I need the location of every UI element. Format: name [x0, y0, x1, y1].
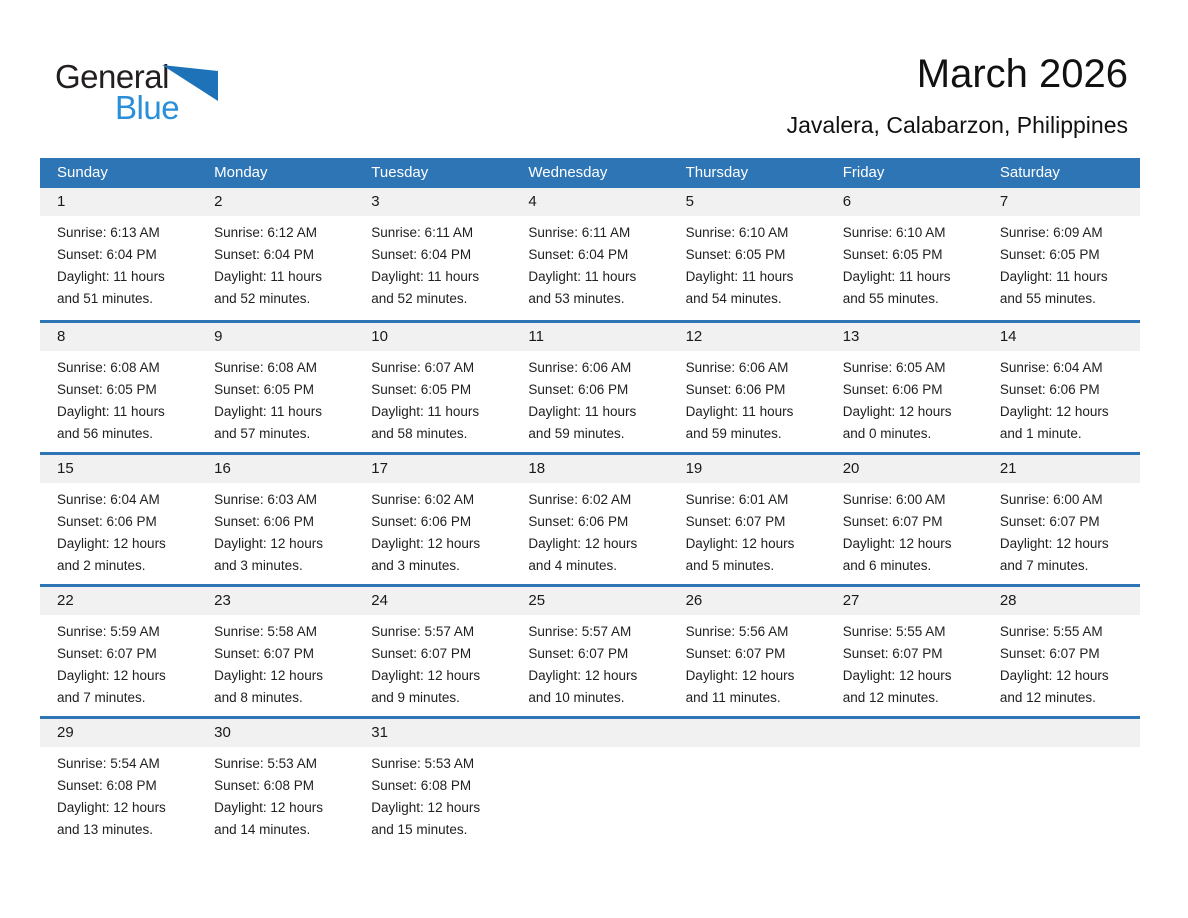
sunset-text: Sunset: 6:08 PM: [214, 778, 314, 793]
daylight-text-line2: and 57 minutes.: [214, 426, 311, 441]
sunrise-text: Sunrise: 6:10 AM: [842, 225, 946, 240]
daylight-text-line1: Daylight: 12 hours: [57, 536, 166, 551]
day-cell: [669, 188, 826, 320]
sunset-text: Sunset: 6:04 PM: [214, 247, 314, 262]
daylight-text-line1: Daylight: 12 hours: [999, 668, 1109, 683]
daylight-text-line1: Daylight: 11 hours: [842, 269, 951, 284]
day-number: 31: [354, 719, 511, 747]
daylight-text-line2: and 1 minute.: [999, 426, 1082, 441]
sunset-text: Sunset: 6:07 PM: [685, 646, 786, 661]
sunrise-text: Sunrise: 6:08 AM: [214, 360, 317, 375]
sunset-text: Sunset: 6:06 PM: [57, 514, 157, 529]
sunset-text: Sunset: 6:06 PM: [528, 514, 629, 529]
day-cell: [354, 188, 511, 320]
daylight-text-line2: and 53 minutes.: [528, 291, 625, 306]
day-info: [826, 216, 983, 310]
sunrise-text: Sunrise: 5:53 AM: [371, 756, 475, 771]
day-cell: [511, 455, 668, 584]
sunset-text: Sunset: 6:06 PM: [685, 382, 786, 397]
weekday-header-thursday: Thursday: [685, 164, 749, 181]
day-cell: [511, 323, 668, 452]
day-cell: [826, 455, 983, 584]
daylight-text-line1: Daylight: 12 hours: [999, 536, 1109, 551]
daylight-text-line2: and 55 minutes.: [842, 291, 939, 306]
daylight-text-line1: Daylight: 11 hours: [685, 404, 794, 419]
day-cell: [40, 455, 197, 584]
day-info: [983, 483, 1140, 577]
week-row: [40, 452, 1140, 584]
sunset-text: Sunset: 6:06 PM: [842, 382, 943, 397]
weekday-header-friday: Friday: [842, 164, 885, 181]
day-number: 16: [197, 455, 354, 483]
sunrise-text: Sunrise: 6:09 AM: [999, 225, 1103, 240]
sunset-text: Sunset: 6:07 PM: [57, 646, 157, 661]
day-number: 5: [669, 188, 826, 216]
day-cell: [40, 323, 197, 452]
day-info: [197, 216, 354, 310]
sunset-text: Sunset: 6:04 PM: [57, 247, 157, 262]
day-cell: [983, 455, 1140, 584]
sunset-text: Sunset: 6:06 PM: [999, 382, 1100, 397]
sunrise-text: Sunrise: 5:54 AM: [57, 756, 160, 771]
day-info: [354, 483, 511, 577]
general-blue-logo: [55, 58, 285, 138]
day-number: 28: [983, 587, 1140, 615]
day-number: 18: [511, 455, 668, 483]
sunrise-text: Sunrise: 6:00 AM: [842, 492, 946, 507]
day-number: [511, 719, 668, 747]
calendar-grid: [40, 158, 1140, 848]
daylight-text-line2: and 2 minutes.: [57, 558, 146, 573]
daylight-text-line1: Daylight: 11 hours: [371, 404, 480, 419]
sunset-text: Sunset: 6:05 PM: [57, 382, 157, 397]
sunrise-text: Sunrise: 6:04 AM: [57, 492, 160, 507]
daylight-text-line1: Daylight: 11 hours: [999, 269, 1108, 284]
sunset-text: Sunset: 6:06 PM: [214, 514, 314, 529]
daylight-text-line1: Daylight: 12 hours: [528, 536, 638, 551]
daylight-text-line1: Daylight: 12 hours: [685, 536, 795, 551]
day-info: [197, 747, 354, 841]
day-info: [983, 351, 1140, 445]
daylight-text-line2: and 54 minutes.: [685, 291, 782, 306]
sunrise-text: Sunrise: 5:59 AM: [57, 624, 160, 639]
sunset-text: Sunset: 6:07 PM: [842, 646, 943, 661]
daylight-text-line2: and 15 minutes.: [371, 822, 468, 837]
location-subtitle: Javalera, Calabarzon, Philippines: [786, 112, 1128, 138]
sunrise-text: Sunrise: 6:06 AM: [528, 360, 632, 375]
day-number: 7: [983, 188, 1140, 216]
day-cell-empty: [669, 719, 826, 848]
weekday-header-wednesday: Wednesday: [528, 164, 608, 181]
daylight-text-line1: Daylight: 12 hours: [842, 404, 952, 419]
sunset-text: Sunset: 6:07 PM: [999, 514, 1100, 529]
weekday-header-saturday: Saturday: [999, 164, 1060, 181]
day-info: [511, 615, 668, 709]
day-info: [669, 216, 826, 310]
week-row: [40, 716, 1140, 848]
daylight-text-line2: and 7 minutes.: [999, 558, 1089, 573]
day-number: 1: [40, 188, 197, 216]
daylight-text-line1: Daylight: 11 hours: [528, 269, 637, 284]
sunset-text: Sunset: 6:05 PM: [371, 382, 472, 397]
day-cell: [354, 719, 511, 848]
daylight-text-line1: Daylight: 12 hours: [371, 800, 481, 815]
daylight-text-line1: Daylight: 11 hours: [214, 269, 322, 284]
day-info: [511, 351, 668, 445]
day-cell: [511, 587, 668, 716]
day-number: 26: [669, 587, 826, 615]
day-cell: [197, 188, 354, 320]
day-cell: [197, 587, 354, 716]
sunset-text: Sunset: 6:04 PM: [371, 247, 472, 262]
day-number: 14: [983, 323, 1140, 351]
day-cell-empty: [511, 719, 668, 848]
daylight-text-line1: Daylight: 12 hours: [528, 668, 638, 683]
day-cell: [197, 323, 354, 452]
day-cell: [40, 188, 197, 320]
daylight-text-line1: Daylight: 11 hours: [685, 269, 794, 284]
daylight-text-line2: and 52 minutes.: [371, 291, 468, 306]
sunset-text: Sunset: 6:06 PM: [528, 382, 629, 397]
sunrise-text: Sunrise: 5:57 AM: [528, 624, 632, 639]
daylight-text-line2: and 55 minutes.: [999, 291, 1096, 306]
weekday-header-monday: Monday: [214, 164, 268, 181]
day-number: [669, 719, 826, 747]
day-info: [354, 216, 511, 310]
day-cell: [983, 587, 1140, 716]
day-info: [40, 216, 197, 310]
sunrise-text: Sunrise: 6:08 AM: [57, 360, 160, 375]
day-cell: [983, 188, 1140, 320]
day-cell: [354, 455, 511, 584]
sunset-text: Sunset: 6:07 PM: [999, 646, 1100, 661]
day-number: 19: [669, 455, 826, 483]
day-number: 15: [40, 455, 197, 483]
day-number: 24: [354, 587, 511, 615]
sunrise-text: Sunrise: 6:06 AM: [685, 360, 789, 375]
sunset-text: Sunset: 6:05 PM: [842, 247, 943, 262]
daylight-text-line2: and 8 minutes.: [214, 690, 303, 705]
daylight-text-line1: Daylight: 11 hours: [57, 404, 165, 419]
weekday-header-tuesday: Tuesday: [371, 164, 429, 181]
daylight-text-line1: Daylight: 11 hours: [57, 269, 165, 284]
day-info: [197, 351, 354, 445]
day-cell: [40, 587, 197, 716]
day-number: [826, 719, 983, 747]
day-number: 23: [197, 587, 354, 615]
daylight-text-line2: and 3 minutes.: [214, 558, 303, 573]
daylight-text-line2: and 12 minutes.: [842, 690, 939, 705]
daylight-text-line2: and 14 minutes.: [214, 822, 311, 837]
sunrise-text: Sunrise: 6:10 AM: [685, 225, 789, 240]
day-cell: [40, 719, 197, 848]
daylight-text-line1: Daylight: 12 hours: [842, 668, 952, 683]
day-cell: [354, 587, 511, 716]
sunrise-text: Sunrise: 6:01 AM: [685, 492, 789, 507]
sunset-text: Sunset: 6:05 PM: [214, 382, 314, 397]
sunset-text: Sunset: 6:08 PM: [57, 778, 157, 793]
day-cell: [826, 587, 983, 716]
daylight-text-line2: and 12 minutes.: [999, 690, 1096, 705]
sunrise-text: Sunrise: 6:02 AM: [371, 492, 475, 507]
day-number: 25: [511, 587, 668, 615]
daylight-text-line1: Daylight: 12 hours: [371, 668, 481, 683]
sunrise-text: Sunrise: 6:13 AM: [57, 225, 160, 240]
day-info: [826, 483, 983, 577]
sunset-text: Sunset: 6:08 PM: [371, 778, 472, 793]
day-number: 21: [983, 455, 1140, 483]
sunrise-text: Sunrise: 5:55 AM: [999, 624, 1103, 639]
day-cell-empty: [983, 719, 1140, 848]
daylight-text-line2: and 59 minutes.: [528, 426, 625, 441]
day-info: [197, 483, 354, 577]
day-info: [983, 615, 1140, 709]
daylight-text-line2: and 7 minutes.: [57, 690, 146, 705]
sunrise-text: Sunrise: 5:55 AM: [842, 624, 946, 639]
daylight-text-line1: Daylight: 12 hours: [214, 800, 323, 815]
daylight-text-line2: and 11 minutes.: [685, 690, 781, 705]
daylight-text-line2: and 3 minutes.: [371, 558, 460, 573]
day-cell: [669, 323, 826, 452]
daylight-text-line2: and 4 minutes.: [528, 558, 617, 573]
sunset-text: Sunset: 6:06 PM: [371, 514, 472, 529]
day-number: [983, 719, 1140, 747]
logo-blue-text: Blue: [115, 89, 180, 126]
day-number: 6: [826, 188, 983, 216]
sunrise-text: Sunrise: 5:57 AM: [371, 624, 475, 639]
day-cell: [826, 323, 983, 452]
day-number: 8: [40, 323, 197, 351]
day-cell: [983, 323, 1140, 452]
logo-general-text: General: [55, 58, 169, 95]
day-number: 30: [197, 719, 354, 747]
daylight-text-line1: Daylight: 12 hours: [214, 668, 323, 683]
daylight-text-line2: and 56 minutes.: [57, 426, 154, 441]
daylight-text-line2: and 6 minutes.: [842, 558, 932, 573]
weekday-header-sunday: Sunday: [57, 164, 108, 181]
day-info: [511, 216, 668, 310]
sunset-text: Sunset: 6:07 PM: [214, 646, 314, 661]
daylight-text-line2: and 9 minutes.: [371, 690, 460, 705]
daylight-text-line2: and 0 minutes.: [842, 426, 932, 441]
daylight-text-line1: Daylight: 12 hours: [685, 668, 795, 683]
sunrise-text: Sunrise: 6:12 AM: [214, 225, 317, 240]
daylight-text-line2: and 13 minutes.: [57, 822, 154, 837]
daylight-text-line1: Daylight: 11 hours: [528, 404, 637, 419]
day-info: [40, 615, 197, 709]
day-cell: [669, 455, 826, 584]
daylight-text-line1: Daylight: 12 hours: [57, 800, 166, 815]
day-number: 17: [354, 455, 511, 483]
day-info: [40, 483, 197, 577]
sunrise-text: Sunrise: 5:53 AM: [214, 756, 317, 771]
day-info: [669, 615, 826, 709]
sunrise-text: Sunrise: 6:11 AM: [371, 225, 474, 240]
day-info: [983, 216, 1140, 310]
day-info: [354, 615, 511, 709]
daylight-text-line2: and 10 minutes.: [528, 690, 625, 705]
day-number: 27: [826, 587, 983, 615]
sunset-text: Sunset: 6:07 PM: [842, 514, 943, 529]
daylight-text-line2: and 59 minutes.: [685, 426, 782, 441]
day-info: [197, 615, 354, 709]
day-cell: [511, 188, 668, 320]
daylight-text-line1: Daylight: 12 hours: [842, 536, 952, 551]
week-row: [40, 188, 1140, 320]
day-number: 4: [511, 188, 668, 216]
title-block: [787, 50, 1128, 139]
calendar-weeks: [40, 188, 1140, 848]
sunrise-text: Sunrise: 5:58 AM: [214, 624, 317, 639]
sunrise-text: Sunrise: 6:03 AM: [214, 492, 317, 507]
day-info: [669, 351, 826, 445]
sunrise-text: Sunrise: 6:00 AM: [999, 492, 1103, 507]
day-number: 9: [197, 323, 354, 351]
day-info: [354, 351, 511, 445]
sunset-text: Sunset: 6:07 PM: [371, 646, 472, 661]
day-cell: [197, 719, 354, 848]
day-info: [826, 351, 983, 445]
sunrise-text: Sunrise: 6:04 AM: [999, 360, 1103, 375]
sunrise-text: Sunrise: 6:05 AM: [842, 360, 946, 375]
day-cell: [826, 188, 983, 320]
day-cell-empty: [826, 719, 983, 848]
daylight-text-line1: Daylight: 11 hours: [214, 404, 322, 419]
week-row: [40, 320, 1140, 452]
day-number: 11: [511, 323, 668, 351]
daylight-text-line2: and 5 minutes.: [685, 558, 775, 573]
daylight-text-line2: and 58 minutes.: [371, 426, 468, 441]
sunset-text: Sunset: 6:07 PM: [528, 646, 629, 661]
sunrise-text: Sunrise: 5:56 AM: [685, 624, 789, 639]
day-number: 10: [354, 323, 511, 351]
day-info: [354, 747, 511, 841]
day-number: 2: [197, 188, 354, 216]
day-number: 13: [826, 323, 983, 351]
weekday-header-row: [40, 158, 1140, 188]
day-cell: [669, 587, 826, 716]
week-row: [40, 584, 1140, 716]
day-cell: [354, 323, 511, 452]
sunrise-text: Sunrise: 6:07 AM: [371, 360, 475, 375]
day-info: [669, 483, 826, 577]
day-number: 29: [40, 719, 197, 747]
daylight-text-line2: and 51 minutes.: [57, 291, 154, 306]
sunrise-text: Sunrise: 6:02 AM: [528, 492, 632, 507]
daylight-text-line1: Daylight: 11 hours: [371, 269, 480, 284]
month-year-title: March 2026: [916, 52, 1128, 96]
day-cell: [197, 455, 354, 584]
day-info: [40, 351, 197, 445]
day-number: 20: [826, 455, 983, 483]
daylight-text-line1: Daylight: 12 hours: [371, 536, 481, 551]
day-number: 22: [40, 587, 197, 615]
sunset-text: Sunset: 6:07 PM: [685, 514, 786, 529]
sunrise-text: Sunrise: 6:11 AM: [528, 225, 631, 240]
day-info: [826, 615, 983, 709]
daylight-text-line1: Daylight: 12 hours: [57, 668, 166, 683]
day-number: 12: [669, 323, 826, 351]
sunset-text: Sunset: 6:05 PM: [685, 247, 786, 262]
daylight-text-line1: Daylight: 12 hours: [999, 404, 1109, 419]
sunset-text: Sunset: 6:04 PM: [528, 247, 629, 262]
day-info: [511, 483, 668, 577]
day-info: [40, 747, 197, 841]
sunset-text: Sunset: 6:05 PM: [999, 247, 1100, 262]
daylight-text-line2: and 52 minutes.: [214, 291, 311, 306]
daylight-text-line1: Daylight: 12 hours: [214, 536, 323, 551]
day-number: 3: [354, 188, 511, 216]
